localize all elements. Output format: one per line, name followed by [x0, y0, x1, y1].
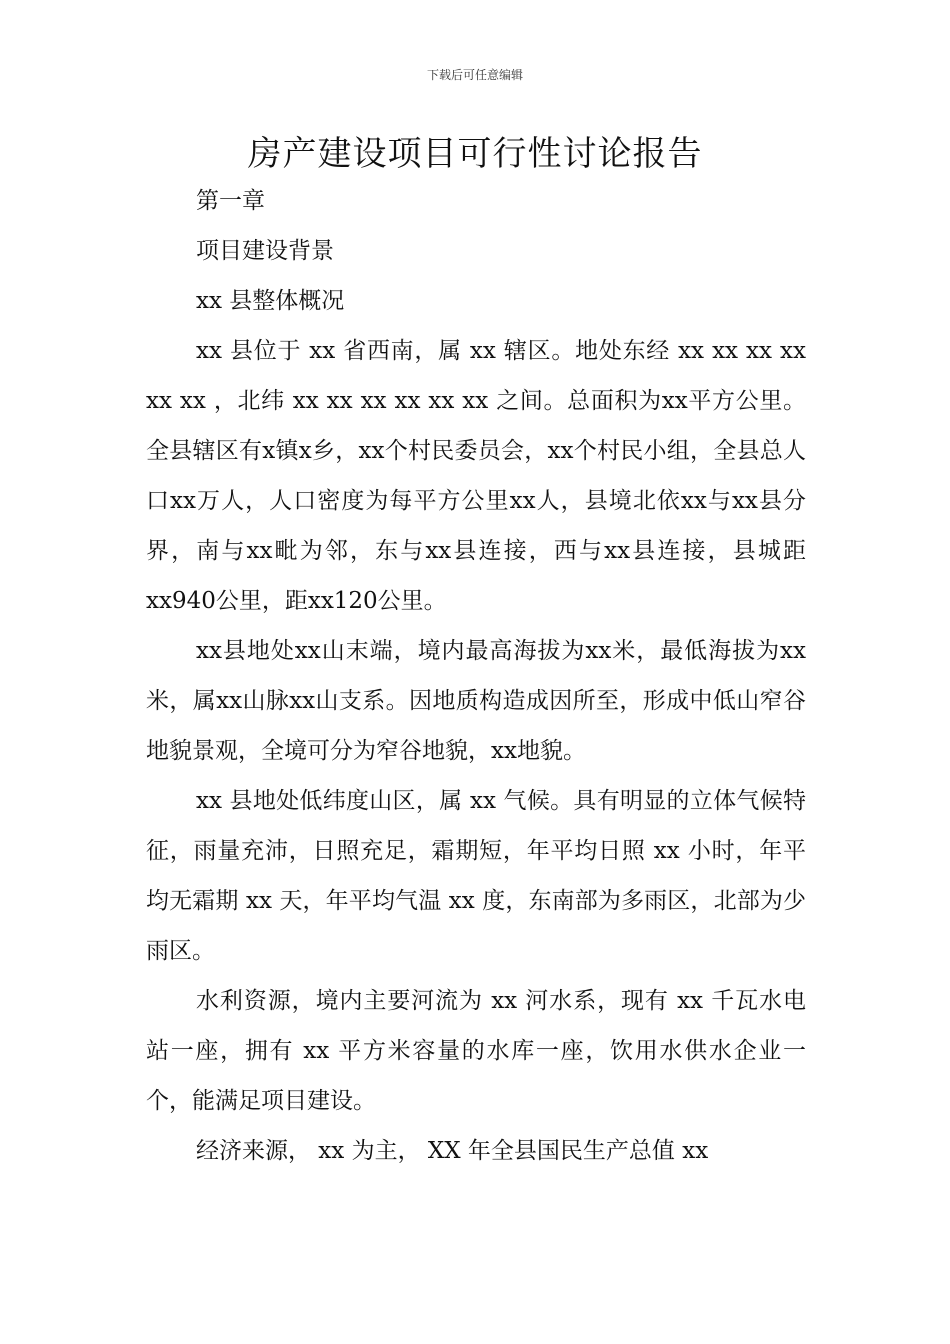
- paragraph-location: xx 县位于 xx 省西南，属 xx 辖区。地处东经 xx xx xx xx xx xx ，北纬 xx xx xx xx xx xx 之间。总面积为xx平方公里。全县辖区有x镇x乡，xx个村民委员会，xx个村民小组，全县总人口xx万人，人口密度为每平方公里xx人，县境北依xx与xx县分界，南与xx毗为邻，东与xx县连接，西与xx县连接，县城距xx940公里，距xx120公里。: [146, 338, 806, 614]
- document-title: 房产建设项目可行性讨论报告: [247, 134, 703, 174]
- paragraph-water: 水利资源，境内主要河流为 xx 河水系，现有 xx 千瓦水电站一座，拥有 xx 平方米容量的水库一座，饮用水供水企业一个，能满足项目建设。: [146, 988, 806, 1114]
- chapter-heading: 第一章: [196, 188, 265, 214]
- paragraph-climate: xx 县地处低纬度山区，属 xx 气候。具有明显的立体气候特征，雨量充沛，日照充足，霜期短，年平均日照 xx 小时，年平均无霜期 xx 天，年平均气温 xx 度，东南部为多雨区，北部为少雨区。: [146, 788, 806, 964]
- page-header-note: 下载后可任意编辑: [426, 68, 523, 82]
- document-body: [146, 176, 806, 1176]
- subsection-heading: xx 县整体概况: [196, 288, 345, 314]
- paragraph-terrain: xx县地处xx山末端，境内最高海拔为xx米，最低海拔为xx米，属xx山脉xx山支系。因地质构造成因所至，形成中低山窄谷地貌景观，全境可分为窄谷地貌，xx地貌。: [146, 638, 806, 764]
- section-heading: 项目建设背景: [196, 238, 334, 264]
- paragraph-economy: 经济来源， xx 为主， XX 年全县国民生产总值 xx: [196, 1138, 709, 1164]
